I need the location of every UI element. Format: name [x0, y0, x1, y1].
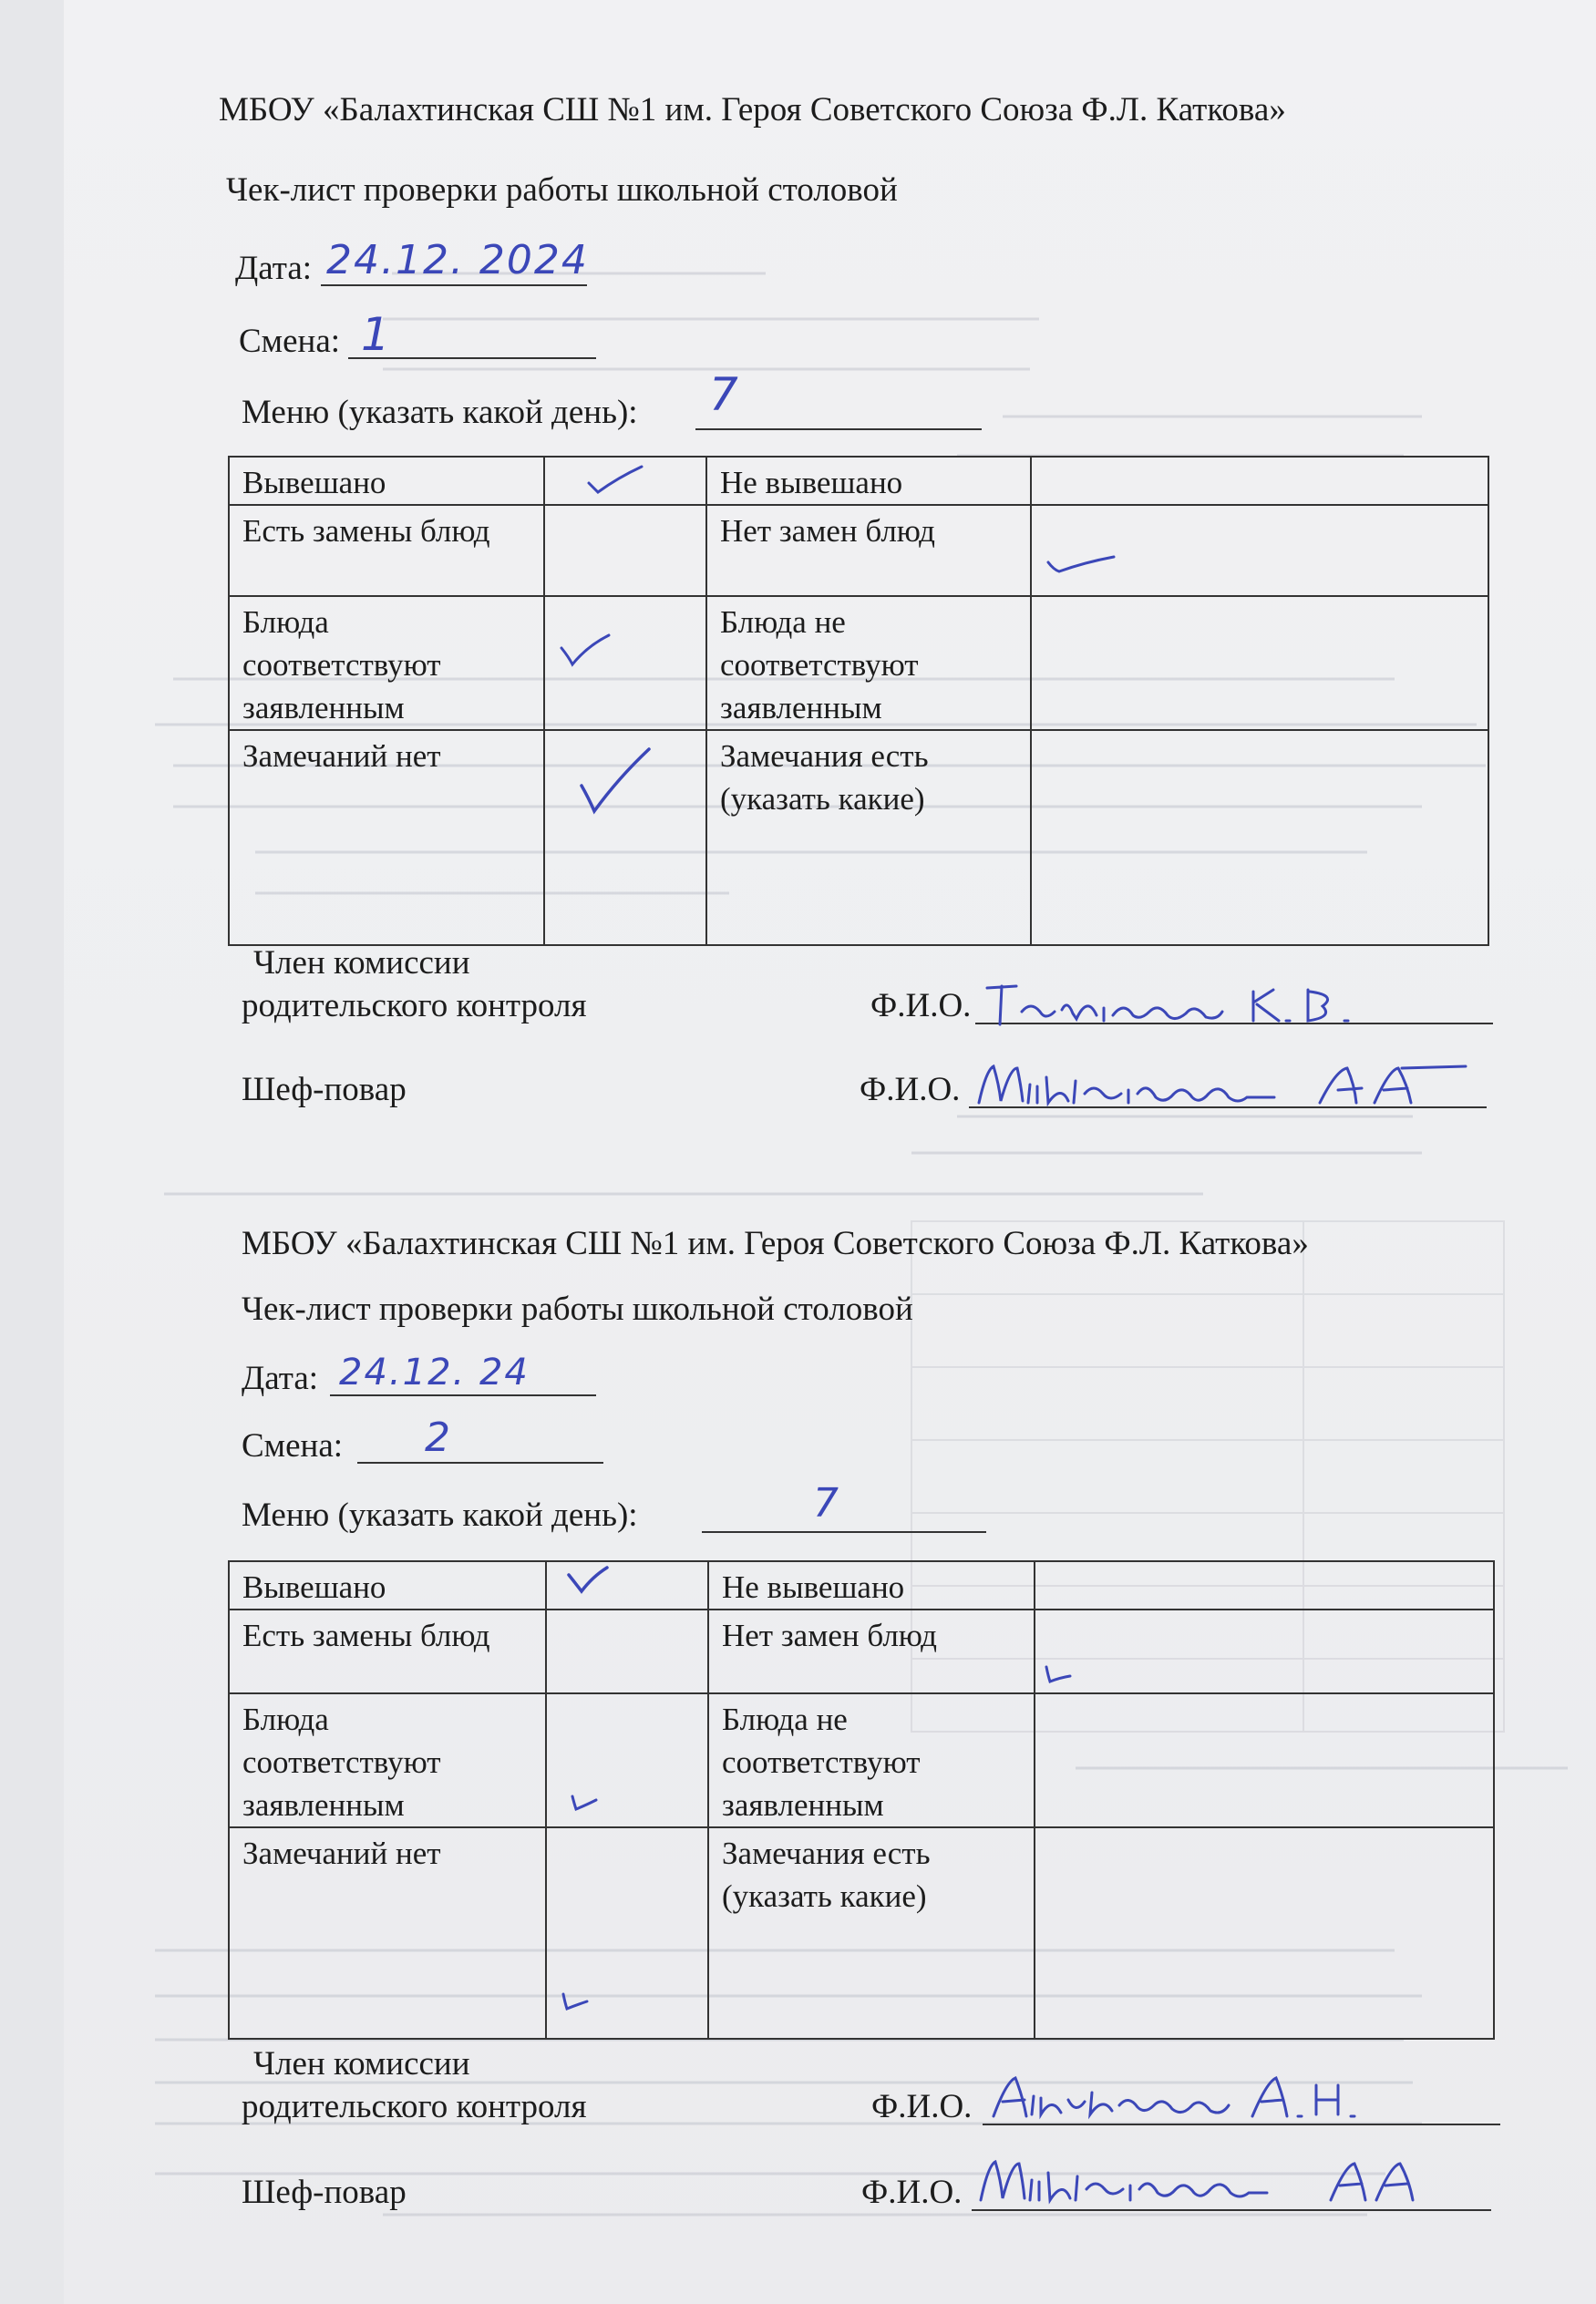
shift-label: Смена: — [242, 1427, 344, 1465]
check-mark-icon — [576, 744, 653, 817]
dishes-match-label: Блюда соответствуют заявленным — [229, 596, 544, 730]
no-remarks-mark-cell[interactable] — [544, 730, 706, 945]
has-replacements-label: Есть замены блюд — [229, 505, 544, 596]
shift-value: 1 — [361, 308, 390, 361]
posted-mark-cell[interactable] — [544, 457, 706, 505]
document-title: Чек-лист проверки работы школьной столовой — [226, 171, 898, 209]
no-remarks-mark-cell[interactable] — [546, 1827, 708, 2039]
posted-label: Вывешано — [229, 1561, 546, 1610]
no-replacements-label: Нет замен блюд — [708, 1610, 1035, 1693]
has-replacements-label: Есть замены блюд — [229, 1610, 546, 1693]
check-mark-icon — [1045, 539, 1117, 575]
has-remarks-label: Замечания есть (указать какие) — [708, 1827, 1035, 2039]
school-name: МБОУ «Балахтинская СШ №1 им. Героя Советского Союза Ф.Л. Каткова» — [219, 91, 1286, 129]
no-replacements-label: Нет замен блюд — [706, 505, 1031, 596]
menu-day-value: 7 — [709, 368, 738, 421]
dishes-match-mark-cell[interactable] — [546, 1693, 708, 1827]
chef-fio-label: Ф.И.О. — [861, 2174, 963, 2211]
checklist-table — [228, 456, 1489, 946]
no-replacements-mark-cell[interactable] — [1031, 505, 1488, 596]
check-mark-icon — [569, 1789, 600, 1813]
menu-day-label: Меню (указать какой день): — [242, 1497, 638, 1534]
chef-fio-label: Ф.И.О. — [860, 1071, 961, 1108]
menu-day-value: 7 — [813, 1480, 839, 1527]
school-name: МБОУ «Балахтинская СШ №1 им. Героя Советского Союза Ф.Л. Каткова» — [242, 1225, 1309, 1262]
has-replacements-mark-cell[interactable] — [544, 505, 706, 596]
document-title: Чек-лист проверки работы школьной столовой — [242, 1291, 913, 1328]
has-replacements-mark-cell[interactable] — [546, 1610, 708, 1693]
shift-value: 2 — [425, 1414, 450, 1461]
check-mark-icon — [560, 1989, 591, 2012]
chef-signature — [973, 1057, 1484, 1112]
date-label: Дата: — [242, 1360, 319, 1397]
check-mark-icon — [1043, 1661, 1074, 1685]
member-signature-line — [983, 2124, 1500, 2125]
member-label-line1: Член комиссии — [253, 2045, 470, 2083]
member-label-line2: родительского контроля — [242, 2088, 587, 2125]
shift-label: Смена: — [239, 323, 341, 360]
dishes-match-label: Блюда соответствуют заявленным — [229, 1693, 546, 1827]
member-signature — [980, 975, 1417, 1030]
no-replacements-mark-cell[interactable] — [1035, 1610, 1494, 1693]
posted-mark-cell[interactable] — [546, 1561, 708, 1610]
shift-line — [357, 1462, 603, 1464]
dishes-not-match-label: Блюда не соответствуют заявленным — [708, 1693, 1035, 1827]
has-remarks-mark-cell[interactable] — [1031, 730, 1488, 945]
chef-label: Шеф-повар — [242, 2174, 407, 2211]
dishes-not-match-mark-cell[interactable] — [1031, 596, 1488, 730]
not-posted-label: Не вывешано — [708, 1561, 1035, 1610]
not-posted-label: Не вывешано — [706, 457, 1031, 505]
dishes-match-mark-cell[interactable] — [544, 596, 706, 730]
date-line — [330, 1394, 596, 1396]
check-mark-icon — [565, 1564, 611, 1595]
has-remarks-mark-cell[interactable] — [1035, 1827, 1494, 2039]
chef-signature — [975, 2153, 1486, 2207]
member-fio-label: Ф.И.О. — [871, 2088, 973, 2125]
menu-day-line — [695, 428, 982, 430]
dishes-not-match-mark-cell[interactable] — [1035, 1693, 1494, 1827]
member-label-line1: Член комиссии — [253, 944, 470, 982]
member-fio-label: Ф.И.О. — [870, 987, 972, 1024]
date-value: 24.12. 24 — [339, 1352, 530, 1394]
dishes-not-match-label: Блюда не соответствуют заявленным — [706, 596, 1031, 730]
menu-day-line — [702, 1531, 986, 1533]
member-label-line2: родительского контроля — [242, 987, 587, 1024]
has-remarks-label: Замечания есть (указать какие) — [706, 730, 1031, 945]
not-posted-mark-cell[interactable] — [1031, 457, 1488, 505]
member-signature — [988, 2069, 1426, 2124]
no-remarks-label: Замечаний нет — [229, 730, 544, 945]
chef-label: Шеф-повар — [242, 1071, 407, 1108]
date-line — [321, 284, 587, 286]
menu-day-label: Меню (указать какой день): — [242, 394, 638, 431]
checklist-table — [228, 1560, 1495, 2040]
posted-label: Вывешано — [229, 457, 544, 505]
no-remarks-label: Замечаний нет — [229, 1827, 546, 2039]
check-mark-icon — [556, 628, 614, 668]
check-mark-icon — [583, 461, 647, 498]
date-label: Дата: — [235, 250, 313, 287]
date-value: 24.12. 2024 — [326, 237, 589, 283]
chef-signature-line — [972, 2209, 1491, 2211]
not-posted-mark-cell[interactable] — [1035, 1561, 1494, 1610]
